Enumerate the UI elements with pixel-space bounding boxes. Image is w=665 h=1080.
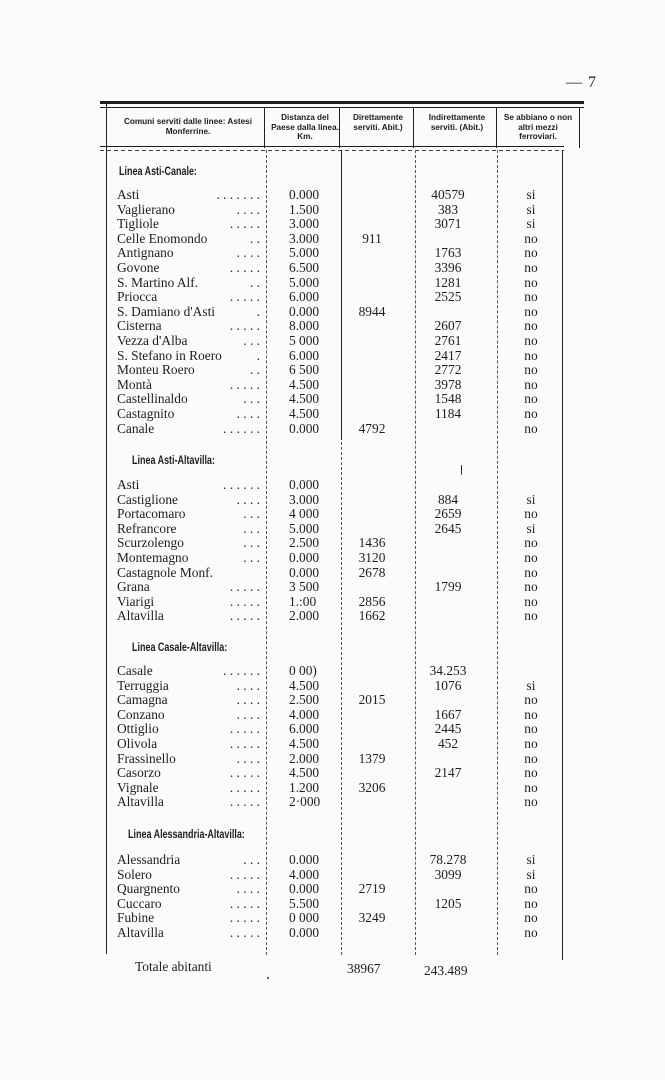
table-row — [0, 536, 665, 551]
indirect-inhabitants: 2645 — [434, 520, 462, 536]
leader-dots: . . . — [243, 333, 260, 348]
indirect-inhabitants: 1799 — [434, 579, 462, 595]
leader-dots: . . . . . . . — [216, 187, 260, 202]
indirect-inhabitants: 1184 — [434, 406, 462, 421]
table-row — [0, 926, 665, 941]
section-title: Linea Asti-Altavilla: — [132, 455, 215, 467]
leader-dots: . . . . . . — [223, 420, 260, 436]
distance-km: 5.500 — [289, 895, 320, 911]
direct-inhabitants: 1379 — [358, 750, 386, 766]
indirect-inhabitants: 2659 — [434, 506, 462, 522]
distance-km: 5 000 — [289, 333, 320, 348]
direct-inhabitants: 3206 — [358, 779, 386, 795]
indirect-inhabitants: 2147 — [434, 765, 462, 781]
leader-dots: . . . . . — [229, 260, 260, 275]
comune-name: Casorzo — [117, 765, 161, 781]
column-line — [339, 108, 340, 148]
other-railway: no — [524, 779, 538, 795]
comune-name: Tigliole — [117, 216, 159, 232]
indirect-inhabitants: 3396 — [434, 260, 462, 275]
leader-dots: . . — [249, 274, 260, 290]
table-row — [0, 246, 665, 261]
other-railway: no — [524, 333, 538, 348]
table-row — [0, 781, 665, 796]
leader-dots: . . . — [243, 535, 260, 551]
print-speck — [461, 465, 462, 475]
indirect-inhabitants: 2445 — [434, 721, 462, 737]
table-row — [0, 708, 665, 723]
indirect-inhabitants: 1076 — [434, 677, 462, 693]
other-railway: no — [524, 260, 538, 275]
comune-name: Alessandria — [117, 852, 181, 867]
distance-km: 3 500 — [289, 579, 320, 595]
distance-km: 0.000 — [289, 550, 320, 565]
comune-name: Altavilla — [117, 608, 164, 624]
indirect-inhabitants: 452 — [437, 736, 459, 751]
leader-dots: . . . . . — [229, 895, 260, 911]
indirect-inhabitants: 2607 — [434, 318, 462, 334]
leader-dots: . . . . . — [229, 289, 260, 305]
table-row — [0, 276, 665, 291]
comune-name: Portacomaro — [117, 506, 186, 522]
table-row — [0, 319, 665, 334]
table-row — [0, 737, 665, 752]
other-railway: no — [524, 750, 538, 766]
print-speck — [267, 977, 269, 979]
table-row — [0, 853, 665, 868]
comune-name: Ottiglio — [117, 721, 159, 737]
leader-dots: . . . . . — [229, 910, 260, 926]
distance-km: 0.000 — [289, 477, 320, 492]
distance-km: 4.500 — [289, 736, 320, 751]
comune-name: Terruggia — [117, 677, 169, 693]
leader-dots: . . . — [243, 506, 260, 522]
leader-dots: . . . . — [236, 491, 260, 507]
other-railway: no — [524, 706, 538, 722]
comune-name: Montemagno — [117, 550, 189, 565]
header-rule — [100, 146, 564, 147]
leader-dots: . . . . — [236, 881, 260, 897]
other-railway: no — [524, 564, 538, 580]
distance-km: 0.000 — [289, 420, 320, 436]
other-railway: no — [524, 535, 538, 551]
table-row — [0, 522, 665, 537]
distance-km: 1.200 — [289, 779, 320, 795]
comune-name: Vignale — [117, 779, 159, 795]
direct-inhabitants: 8944 — [358, 303, 386, 319]
other-railway: si — [526, 491, 536, 507]
distance-km: 0.000 — [289, 925, 320, 940]
distance-km: 8.000 — [289, 318, 320, 334]
comune-name: Olivola — [117, 736, 158, 751]
comune-name: Casale — [117, 663, 153, 678]
other-railway: no — [524, 925, 538, 940]
table-row — [0, 334, 665, 349]
indirect-inhabitants: 884 — [437, 491, 459, 507]
comune-name: S. Damiano d'Asti — [117, 303, 216, 319]
table-row — [0, 290, 665, 305]
distance-km: 4.500 — [289, 677, 320, 693]
table-row — [0, 507, 665, 522]
other-railway: no — [524, 347, 538, 363]
leader-dots: . — [256, 347, 260, 363]
table-row — [0, 566, 665, 581]
comune-name: Altavilla — [117, 794, 164, 810]
other-railway: no — [524, 420, 538, 436]
comune-name: Castagnole Monf. — [117, 564, 213, 580]
table-row — [0, 911, 665, 926]
table-row — [0, 795, 665, 810]
leader-dots: . . . . — [236, 706, 260, 722]
leader-dots: . . . . — [236, 406, 260, 421]
table-row — [0, 766, 665, 781]
direct-inhabitants: 2856 — [358, 593, 386, 609]
table-row — [0, 551, 665, 566]
distance-km: 5.000 — [289, 245, 320, 261]
table-row — [0, 752, 665, 767]
comune-name: Solero — [117, 866, 152, 882]
comune-name: Asti — [117, 477, 140, 492]
section-title: Linea Alessandria-Altavilla: — [128, 829, 245, 841]
leader-dots: . . . . — [236, 677, 260, 693]
direct-inhabitants: 2719 — [358, 881, 386, 897]
leader-dots: . . . . — [236, 750, 260, 766]
table-row — [0, 722, 665, 737]
other-railway: no — [524, 765, 538, 781]
leader-dots: . . . . . — [229, 318, 260, 334]
indirect-inhabitants: 3099 — [434, 866, 462, 882]
comune-name: Monteu Roero — [117, 362, 195, 378]
leader-dots: . . . . . — [229, 721, 260, 737]
table-row — [0, 261, 665, 276]
comune-name: Asti — [117, 187, 140, 202]
column-line — [579, 108, 580, 148]
indirect-inhabitants: 383 — [437, 201, 459, 217]
table-row — [0, 664, 665, 679]
column-line — [496, 108, 497, 148]
leader-dots: . . . — [243, 550, 260, 565]
other-railway: no — [524, 593, 538, 609]
comune-name: Refrancore — [117, 520, 177, 536]
other-railway: no — [524, 230, 538, 246]
table-row — [0, 392, 665, 407]
other-railway: si — [526, 677, 536, 693]
leader-dots: . . . . . — [229, 925, 260, 940]
indirect-inhabitants: 34.253 — [429, 663, 467, 678]
distance-km: 1.500 — [289, 201, 320, 217]
direct-inhabitants: 4792 — [358, 420, 386, 436]
leader-dots: . . . . . — [229, 579, 260, 595]
leader-dots: . . . . — [236, 245, 260, 261]
leader-dots: . . . . . — [229, 794, 260, 810]
table-row — [0, 217, 665, 232]
distance-km: 2.500 — [289, 535, 320, 551]
distance-km: 0 000 — [289, 910, 320, 926]
totals-indirect: 243.489 — [424, 963, 468, 978]
table-row — [0, 868, 665, 883]
indirect-inhabitants: 3071 — [434, 216, 462, 232]
comune-name: Priocca — [117, 289, 158, 305]
section-title: Linea Asti-Canale: — [119, 166, 197, 178]
table-row — [0, 363, 665, 378]
other-railway: no — [524, 895, 538, 911]
comune-name: Castellinaldo — [117, 391, 188, 407]
table-row — [0, 580, 665, 595]
leader-dots: . . . — [243, 852, 260, 867]
table-row — [0, 679, 665, 694]
column-line — [264, 108, 265, 148]
comune-name: Celle Enomondo — [117, 230, 208, 246]
header-distanza: Distanza del Paese dalla linea. Km. — [271, 113, 339, 141]
comune-name: Frassinello — [117, 750, 176, 766]
distance-km: 3.000 — [289, 230, 320, 246]
other-railway: si — [526, 187, 536, 202]
distance-km: 0 00) — [289, 663, 317, 678]
leader-dots: . . . . . — [229, 866, 260, 882]
other-railway: no — [524, 303, 538, 319]
other-railway: no — [524, 910, 538, 926]
indirect-inhabitants: 40579 — [431, 187, 465, 202]
leader-dots: . . . . . — [229, 593, 260, 609]
distance-km: 2.000 — [289, 608, 320, 624]
table-row — [0, 882, 665, 897]
comune-name: Vezza d'Alba — [117, 333, 188, 348]
header-indirettamente: Indirettamente serviti. (Abit.) — [428, 113, 486, 132]
distance-km: 4.500 — [289, 376, 320, 392]
table-row — [0, 378, 665, 393]
leader-dots: . . — [249, 362, 260, 378]
totals-direct: 38967 — [347, 961, 381, 976]
table-row — [0, 188, 665, 203]
distance-km: 3.000 — [289, 491, 320, 507]
comune-name: Camagna — [117, 692, 168, 708]
leader-dots: . — [256, 303, 260, 319]
header-comuni: Comuni serviti dalle linee: Astesi Monferrine. — [123, 117, 252, 136]
leader-dots: . . . . — [236, 201, 260, 217]
header-ferroviari: Se abbiano o non altri mezzi ferroviari. — [503, 113, 573, 141]
leader-dots: . . — [249, 230, 260, 246]
table-row — [0, 478, 665, 493]
distance-km: 6.500 — [289, 260, 320, 275]
distance-km: 2.000 — [289, 750, 320, 766]
distance-km: 6 500 — [289, 362, 320, 378]
direct-inhabitants: 911 — [362, 230, 382, 246]
leader-dots: . . . — [243, 520, 260, 536]
table-row — [0, 609, 665, 624]
distance-km: 4 000 — [289, 506, 320, 522]
leader-dots: . . . . . — [229, 765, 260, 781]
indirect-inhabitants: 1548 — [434, 391, 462, 407]
direct-inhabitants: 3120 — [358, 550, 386, 565]
other-railway: no — [524, 362, 538, 378]
other-railway: si — [526, 520, 536, 536]
distance-km: 4.500 — [289, 765, 320, 781]
other-railway: no — [524, 274, 538, 290]
other-railway: no — [524, 736, 538, 751]
leader-dots: . . . . . — [229, 376, 260, 392]
indirect-inhabitants: 1667 — [434, 706, 462, 722]
other-railway: no — [524, 245, 538, 261]
leader-dots: . . . . . . — [223, 663, 260, 678]
other-railway: no — [524, 881, 538, 897]
table-row — [0, 203, 665, 218]
comune-name: Fubine — [117, 910, 155, 926]
other-railway: no — [524, 376, 538, 392]
distance-km: 0.000 — [289, 303, 320, 319]
table-row — [0, 407, 665, 422]
comune-name: Cisterna — [117, 318, 162, 334]
table-row — [0, 422, 665, 437]
other-railway: no — [524, 318, 538, 334]
comune-name: Quargnento — [117, 881, 180, 897]
other-railway: si — [526, 866, 536, 882]
indirect-inhabitants: 1281 — [434, 274, 462, 290]
comune-name: Castagnito — [117, 406, 175, 421]
leader-dots: . . . . . — [229, 779, 260, 795]
distance-km: 4.500 — [289, 406, 320, 421]
direct-inhabitants: 2015 — [358, 692, 386, 708]
direct-inhabitants: 1662 — [358, 608, 386, 624]
indirect-inhabitants: 2417 — [434, 347, 462, 363]
indirect-inhabitants: 2772 — [434, 362, 462, 378]
other-railway: no — [524, 289, 538, 305]
table-row — [0, 595, 665, 610]
totals-label: Totale abitanti — [135, 959, 212, 974]
distance-km: 2·000 — [289, 794, 321, 810]
other-railway: no — [524, 579, 538, 595]
top-rule-thin — [100, 107, 584, 108]
distance-km: 0.000 — [289, 187, 320, 202]
comune-name: Govone — [117, 260, 160, 275]
distance-km: 4.500 — [289, 391, 320, 407]
distance-km: 2.500 — [289, 692, 320, 708]
comune-name: Cuccaro — [117, 895, 162, 911]
comune-name: Vaglierano — [117, 201, 176, 217]
comune-name: Montà — [117, 376, 152, 392]
distance-km: 5.000 — [289, 274, 320, 290]
distance-km: 0.000 — [289, 881, 320, 897]
section-title: Linea Casale-Altavilla: — [132, 642, 228, 654]
comune-name: Grana — [117, 579, 150, 595]
comune-name: Scurzolengo — [117, 535, 184, 551]
distance-km: 4.000 — [289, 866, 320, 882]
column-line — [413, 108, 414, 148]
table-row — [0, 493, 665, 508]
distance-km: 4.000 — [289, 706, 320, 722]
other-railway: no — [524, 608, 538, 624]
header-rule-dash — [100, 150, 564, 151]
leader-dots: . . . — [243, 391, 260, 407]
other-railway: no — [524, 721, 538, 737]
indirect-inhabitants: 1763 — [434, 245, 462, 261]
comune-name: Conzano — [117, 706, 165, 722]
distance-km: 6.000 — [289, 347, 320, 363]
other-railway: no — [524, 794, 538, 810]
indirect-inhabitants: 1205 — [434, 895, 462, 911]
direct-inhabitants: 2678 — [358, 564, 386, 580]
direct-inhabitants: 3249 — [358, 910, 386, 926]
other-railway: no — [524, 391, 538, 407]
table-row — [0, 305, 665, 320]
direct-inhabitants: 1436 — [358, 535, 386, 551]
page-number: — 7 — [566, 74, 597, 91]
leader-dots: . . . . . — [229, 608, 260, 624]
distance-km: 0.000 — [289, 564, 320, 580]
leader-dots: . . . . . . — [223, 477, 260, 492]
other-railway: no — [524, 692, 538, 708]
indirect-inhabitants: 2761 — [434, 333, 462, 348]
comune-name: Castiglione — [117, 491, 178, 507]
leader-dots: . . . . — [236, 692, 260, 708]
indirect-inhabitants: 78.278 — [429, 852, 467, 867]
other-railway: si — [526, 216, 536, 232]
header-direttamente: Direttamente serviti. Abit.) — [352, 113, 404, 132]
comune-name: S. Martino Alf. — [117, 274, 199, 290]
distance-km: 0.000 — [289, 852, 320, 867]
other-railway: si — [526, 852, 536, 867]
comune-name: Antignano — [117, 245, 174, 261]
comune-name: S. Stefano in Roero — [117, 347, 222, 363]
distance-km: 3.000 — [289, 216, 320, 232]
leader-dots: . . . . . — [229, 216, 260, 232]
indirect-inhabitants: 2525 — [434, 289, 462, 305]
other-railway: no — [524, 550, 538, 565]
comune-name: Canale — [117, 420, 155, 436]
distance-km: 6.000 — [289, 289, 320, 305]
comune-name: Altavilla — [117, 925, 164, 940]
comune-name: Viarigi — [117, 593, 155, 609]
distance-km: 5.000 — [289, 520, 320, 536]
table-row — [0, 693, 665, 708]
table-row — [0, 232, 665, 247]
distance-km: 1.:00 — [289, 593, 317, 609]
other-railway: no — [524, 506, 538, 522]
top-rule — [100, 101, 584, 104]
table-row — [0, 349, 665, 364]
other-railway: no — [524, 406, 538, 421]
leader-dots: . . . . . — [229, 736, 260, 751]
table-row — [0, 897, 665, 912]
distance-km: 6.000 — [289, 721, 320, 737]
indirect-inhabitants: 3978 — [434, 376, 462, 392]
other-railway: si — [526, 201, 536, 217]
